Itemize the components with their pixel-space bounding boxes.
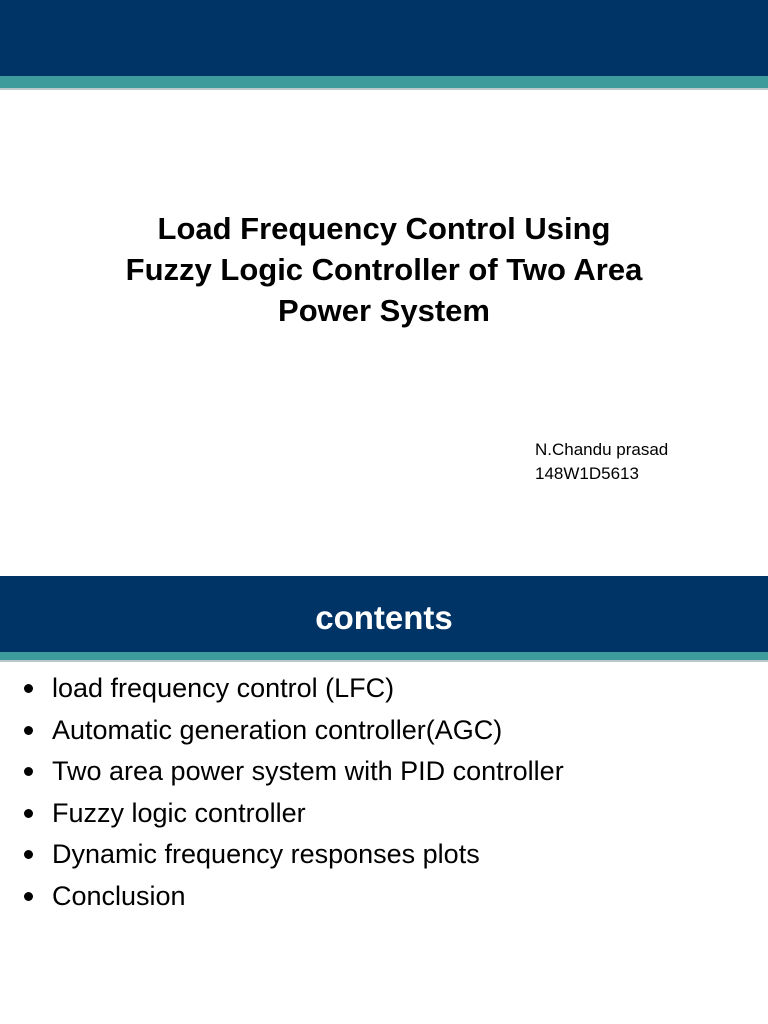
list-item-text: Automatic generation controller(AGC) — [52, 714, 503, 745]
bullet-icon — [24, 726, 33, 735]
divider-line — [0, 88, 768, 90]
accent-stripe — [0, 76, 768, 88]
contents-slide — [0, 576, 768, 1024]
list-item — [22, 710, 564, 752]
bullet-icon — [24, 767, 33, 776]
title-line: Power System — [278, 293, 490, 328]
list-item — [22, 876, 564, 918]
list-item-text: Conclusion — [52, 880, 186, 911]
header-band — [0, 0, 768, 76]
list-item-text: Two area power system with PID controller — [52, 756, 564, 786]
list-item-text: Fuzzy logic controller — [52, 797, 306, 828]
list-item — [22, 668, 564, 710]
list-item-text: load frequency control (LFC) — [52, 673, 395, 703]
list-item — [22, 751, 564, 793]
list-item-text: Dynamic frequency responses plots — [52, 839, 480, 869]
presentation-title — [60, 208, 708, 331]
bullet-icon — [24, 809, 33, 818]
divider-line — [0, 660, 768, 662]
title-line: Load Frequency Control Using — [157, 211, 611, 246]
accent-stripe — [0, 652, 768, 660]
contents-heading: contents — [315, 599, 453, 636]
author-id: 148W1D5613 — [535, 464, 639, 483]
author-name: N.Chandu prasad — [535, 440, 669, 459]
contents-list — [22, 668, 564, 917]
bullet-icon — [24, 892, 33, 901]
bullet-icon — [24, 850, 33, 859]
title-line: Fuzzy Logic Controller of Two Area — [125, 252, 643, 287]
list-item — [22, 834, 564, 876]
bullet-icon — [24, 684, 33, 693]
author-block — [535, 438, 668, 486]
list-item — [22, 793, 564, 835]
